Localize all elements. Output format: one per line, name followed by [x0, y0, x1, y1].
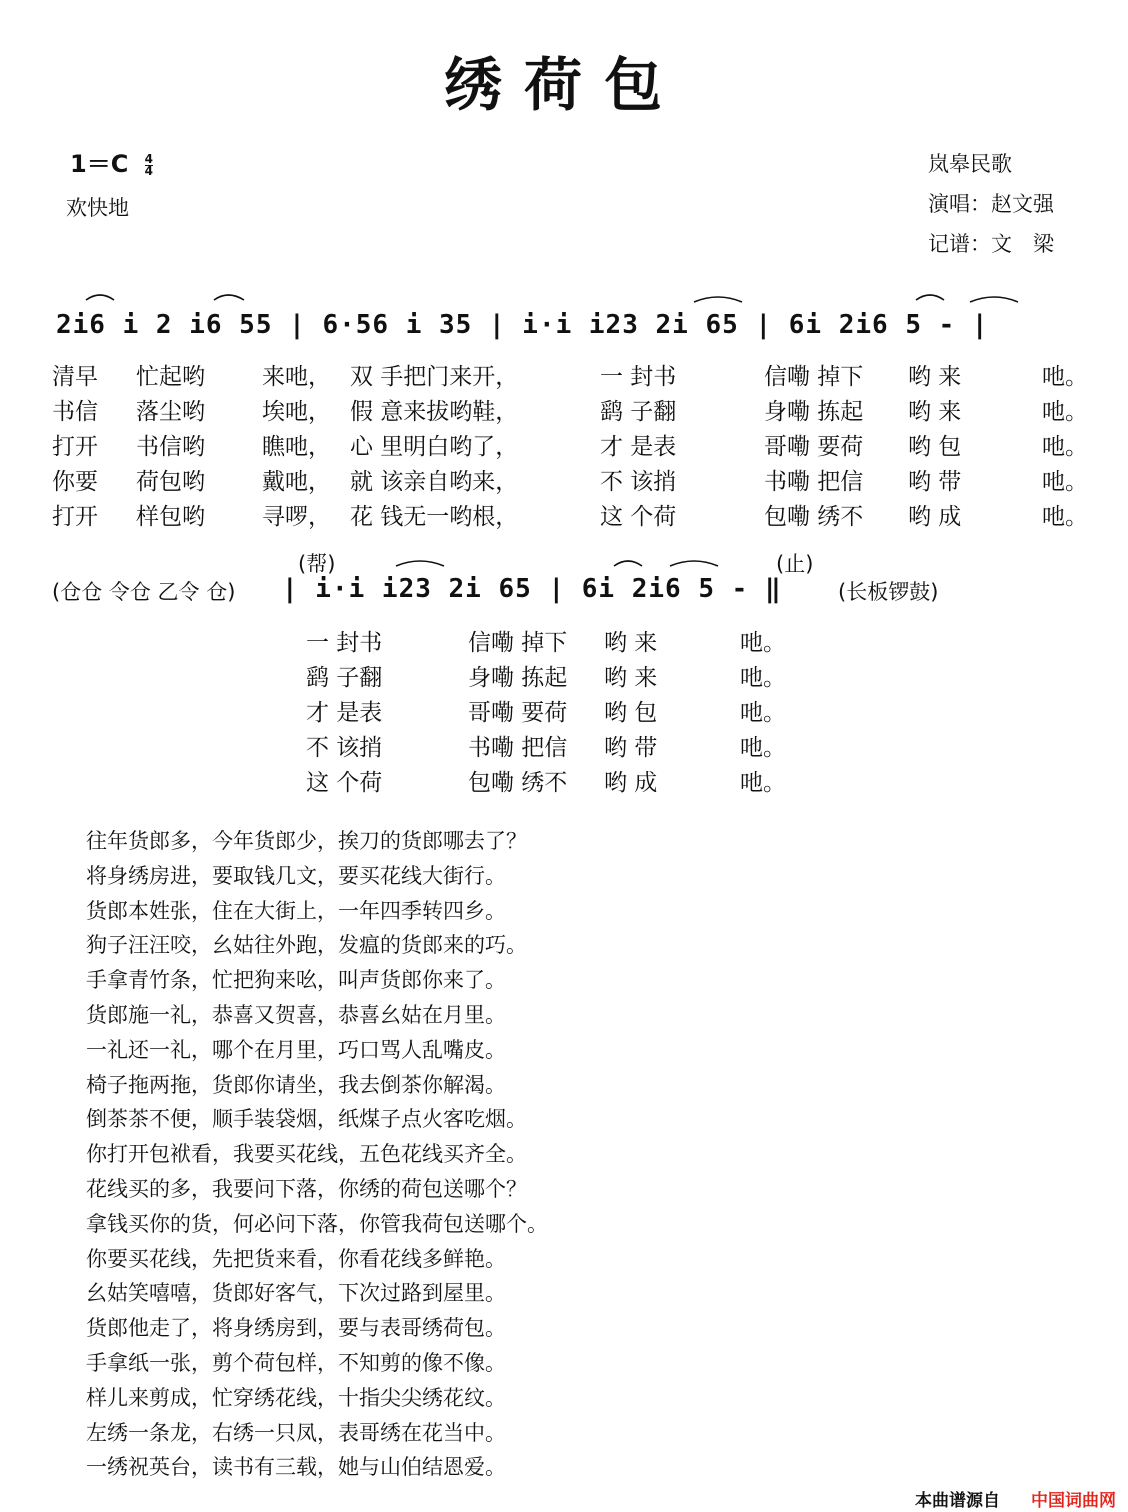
refrain-cell: 吔。: [740, 665, 786, 691]
refrain-cell: 吔。: [740, 770, 786, 796]
verse-cell: 吔。: [1042, 399, 1088, 425]
verse-cell: 哥嘞 要荷: [764, 434, 864, 460]
refrain-cell: 吔。: [740, 735, 786, 761]
lyric-line: 货郎他走了，将身绣房到，要与表哥绣荷包。: [86, 1316, 506, 1341]
refrain-cell: 哟 来: [604, 630, 658, 656]
slur-marks: [0, 0, 1128, 620]
lyric-line: 将身绣房进，要取钱几文，要买花线大街行。: [86, 863, 506, 888]
verse-cell: 鹞 子翻: [600, 399, 677, 425]
verse-cell: 忙起哟: [136, 364, 205, 390]
verse-cell: 身嘞 拣起: [764, 399, 864, 425]
verse-cell: 哟 成: [908, 504, 962, 530]
verse-cell: 书信哟: [136, 434, 205, 460]
refrain-cell: 书嘞 把信: [468, 735, 568, 761]
verse-cell: 埃吔，: [262, 399, 331, 425]
verse-cell: 这 个荷: [600, 504, 677, 530]
verse-cell: 样包哟: [136, 504, 205, 530]
key-label: 1＝C: [70, 150, 129, 178]
refrain-cell: 这 个荷: [306, 770, 383, 796]
verse-cell: 一 封书: [600, 364, 677, 390]
refrain-cell: 哟 成: [604, 770, 658, 796]
time-bottom: 4: [144, 163, 154, 178]
lyric-line: 往年货郎多，今年货郎少，挨刀的货郎哪去了？: [86, 829, 527, 853]
refrain-cell: 哥嘞 要荷: [468, 700, 568, 726]
verse-cell: 书信: [52, 399, 98, 425]
stop-marker: (止): [776, 552, 814, 576]
verse-cell: 打开: [52, 434, 98, 460]
refrain-cell: 哟 包: [604, 700, 658, 726]
transcriber-credit: 记谱：文 梁: [928, 232, 1054, 256]
refrain-cell: 一 封书: [306, 630, 383, 656]
verse-cell: 戴吔，: [262, 469, 331, 495]
verse-cell: 落尘哟: [136, 399, 205, 425]
verse-cell: 花 钱无一哟根，: [350, 504, 519, 530]
tempo-marking: 欢快地: [66, 196, 129, 220]
refrain-cell: 吔。: [740, 630, 786, 656]
verse-cell: 清早: [52, 364, 98, 390]
verse-cell: 就 该亲自哟来，: [350, 469, 519, 495]
verse-cell: 吔。: [1042, 504, 1088, 530]
percussion-outro: (长板锣鼓): [838, 580, 939, 604]
refrain-cell: 信嘞 掉下: [468, 630, 568, 656]
refrain-cell: 身嘞 拣起: [468, 665, 568, 691]
notation-line-2: | i·i i23 2i 65 | 6i 2i6 5 - ‖: [282, 574, 782, 604]
verse-cell: 哟 来: [908, 399, 962, 425]
notation-line-1: 2i6 i 2 i6 55 | 6·56 i 35 | i·i i23 2i 65 | 6i 2i6 5 - |: [56, 310, 989, 340]
footer-source: 本曲谱源自: [915, 1491, 1000, 1511]
lyric-line: 一绣祝英台，读书有三载，她与山伯结恩爱。: [86, 1455, 506, 1480]
verse-cell: 吔。: [1042, 364, 1088, 390]
full-lyrics: [86, 824, 548, 1485]
verse-cell: 不 该捎: [600, 469, 677, 495]
lyric-line: 椅子拖两拖，货郎你请坐，我去倒茶你解渴。: [86, 1072, 506, 1097]
lyric-line: 手拿纸一张，剪个荷包样，不知剪的像不像。: [86, 1350, 506, 1375]
time-top: 4: [144, 151, 154, 166]
lyric-line: 狗子汪汪咬，幺姑往外跑，发瘟的货郎来的巧。: [86, 933, 527, 958]
verse-cell: 假 意来拔哟鞋，: [350, 399, 519, 425]
verse-cell: 荷包哟: [136, 469, 205, 495]
lyric-line: 手拿青竹条，忙把狗来吆，叫声货郎你来了。: [86, 968, 506, 993]
lyric-line: 拿钱买你的货，何必问下落，你管我荷包送哪个。: [86, 1211, 548, 1236]
verse-cell: 哟 来: [908, 364, 962, 390]
verse-cell: 吔。: [1042, 469, 1088, 495]
lyric-line: 样儿来剪成，忙穿绣花线，十指尖尖绣花纹。: [86, 1385, 506, 1410]
verse-cell: 寻啰，: [262, 504, 331, 530]
verse-cell: 打开: [52, 504, 98, 530]
lyric-line: 你要买花线，先把货来看，你看花线多鲜艳。: [86, 1246, 506, 1271]
verse-cell: 双 手把门来开，: [350, 364, 519, 390]
song-origin: 岚皋民歌: [928, 152, 1012, 176]
verse-cell: 心 里明白哟了，: [350, 434, 519, 460]
lyric-line: 幺姑笑嘻嘻，货郎好客气，下次过路到屋里。: [86, 1281, 506, 1306]
verse-cell: 瞧吔，: [262, 434, 331, 460]
refrain-cell: 不 该捎: [306, 735, 383, 761]
verse-cell: 来吔，: [262, 364, 331, 390]
lyric-line: 花线买的多，我要问下落，你绣的荷包送哪个？: [86, 1176, 527, 1201]
lyric-line: 一礼还一礼，哪个在月里，巧口骂人乱嘴皮。: [86, 1037, 506, 1062]
verse-cell: 吔。: [1042, 434, 1088, 460]
verse-cell: 书嘞 把信: [764, 469, 864, 495]
refrain-cell: 包嘞 绣不: [468, 770, 568, 796]
verse-cell: 哟 包: [908, 434, 962, 460]
refrain-cell: 哟 带: [604, 735, 658, 761]
singer-credit: 演唱：赵文强: [928, 192, 1054, 216]
lyric-line: 倒茶茶不便，顺手装袋烟，纸煤子点火客吃烟。: [86, 1107, 527, 1132]
refrain-cell: 吔。: [740, 700, 786, 726]
bang-marker: (帮): [298, 552, 336, 576]
lyric-line: 左绣一条龙，右绣一只凤，表哥绣在花当中。: [86, 1420, 506, 1445]
refrain-cell: 才 是表: [306, 700, 383, 726]
verse-cell: 信嘞 掉下: [764, 364, 864, 390]
percussion-intro: (仓仓 令仓 乙令 仓): [52, 580, 236, 604]
verse-cell: 包嘞 绣不: [764, 504, 864, 530]
verse-cell: 才 是表: [600, 434, 677, 460]
footer-site: 中国词曲网: [1031, 1491, 1116, 1511]
verse-cell: 哟 带: [908, 469, 962, 495]
refrain-cell: 哟 来: [604, 665, 658, 691]
lyric-line: 你打开包袱看，我要买花线，五色花线买齐全。: [86, 1142, 527, 1167]
refrain-cell: 鹞 子翻: [306, 665, 383, 691]
verse-cell: 你要: [52, 469, 98, 495]
lyric-line: 货郎本姓张，住在大街上，一年四季转四乡。: [86, 898, 506, 923]
page-title: 绣荷包: [443, 51, 684, 119]
lyric-line: 货郎施一礼，恭喜又贺喜，恭喜幺姑在月里。: [86, 1002, 506, 1027]
